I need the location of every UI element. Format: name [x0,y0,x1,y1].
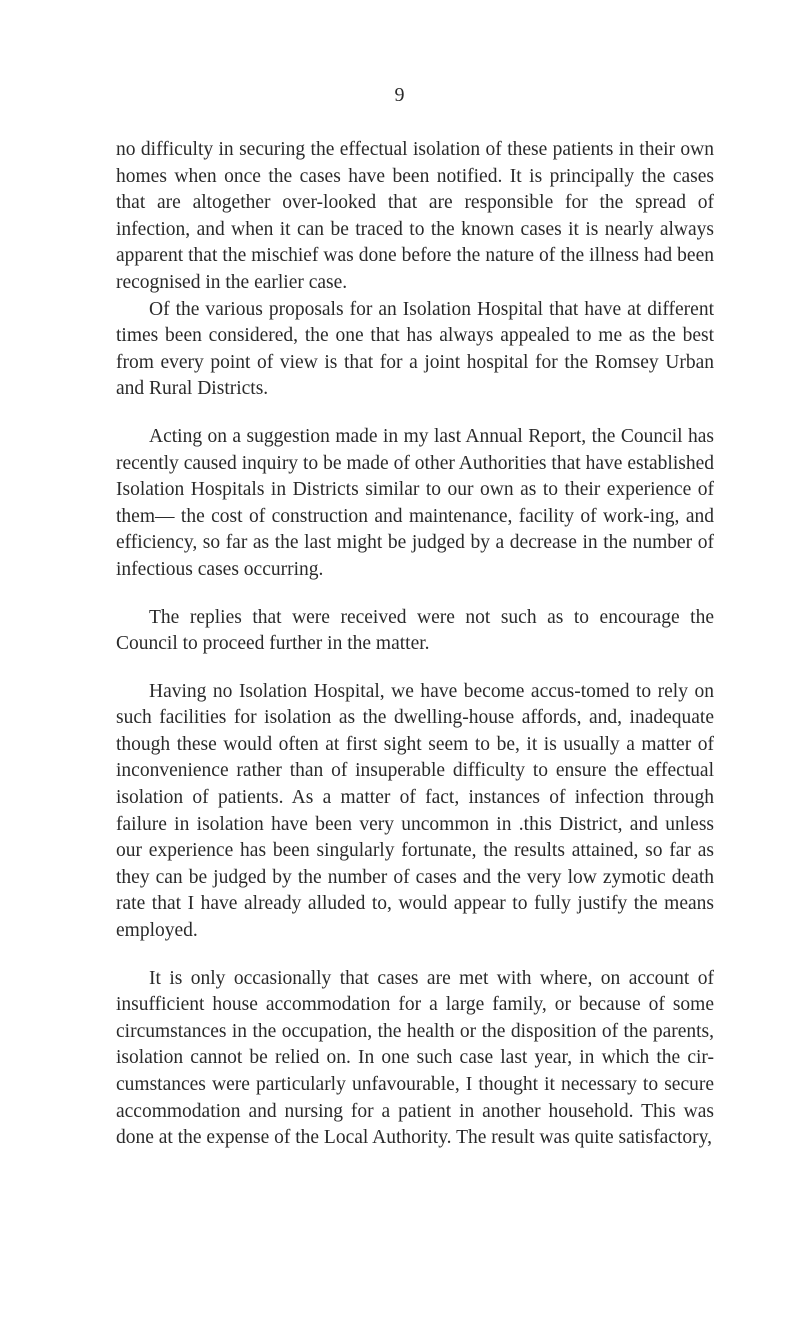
page-number: 9 [394,84,406,106]
paragraph-1: no difficulty in securing the effectual isolation of these patients in their own homes when once the cases have been notified. It is principally the cases that are altogether over-looked that are responsible for the spread of infection, and when it can be traced to the known cases it is nearly always apparent that the mischief was done before the nature of the illness had been recognised in the earlier case. [116,139,714,293]
paragraph-5: Having no Isolation Hospital, we have become accus-tomed to rely on such facilities for isolation as the dwelling-house affords, and, inadequate though these would often at first sight seem to be, it is usually a matter of inconvenience rather than of insuperable difficulty to ensure the effectual isolation of patients. As a matter of fact, instances of infection through failure in isolation have been very uncommon in .this District, and unless our experience has been singularly fortunate, the results attained, so far as they can be judged by the number of cases and the very low zymotic death rate that I have already alluded to, would appear to fully justify the means employed. [116,680,714,942]
paragraph-4: The replies that were received were not such as to encourage the Council to proceed further in the matter. [116,606,714,655]
paragraph-3: Acting on a suggestion made in my last Annual Report, the Council has recently caused inquiry to be made of other Authorities that have established Isolation Hospitals in Districts similar to our own as to their experience of them— the cost of construction and maintenance, facility of work-ing, and efficiency, so far as the last might be judged by a decrease in the number of infectious cases occurring. [116,425,714,580]
paragraph-6: It is only occasionally that cases are met with where, on account of insufficient house accommodation for a large family, or because of some circumstances in the occupation, the health or the disposition of the parents, isolation cannot be relied on. In one such case last year, in which the cir-cumstances were particularly unfavourable, I thought it necessary to secure accommodation and nursing for a patient in another household. This was done at the expense of the Local Authority. The result was quite satisfactory, [116,967,714,1149]
body-text [116,137,714,1152]
paragraph-2: Of the various proposals for an Isolation Hospital that have at different times been considered, the one that has always appealed to me as the best from every point of view is that for a joint hospital for the Romsey Urban and Rural Districts. [116,298,714,400]
